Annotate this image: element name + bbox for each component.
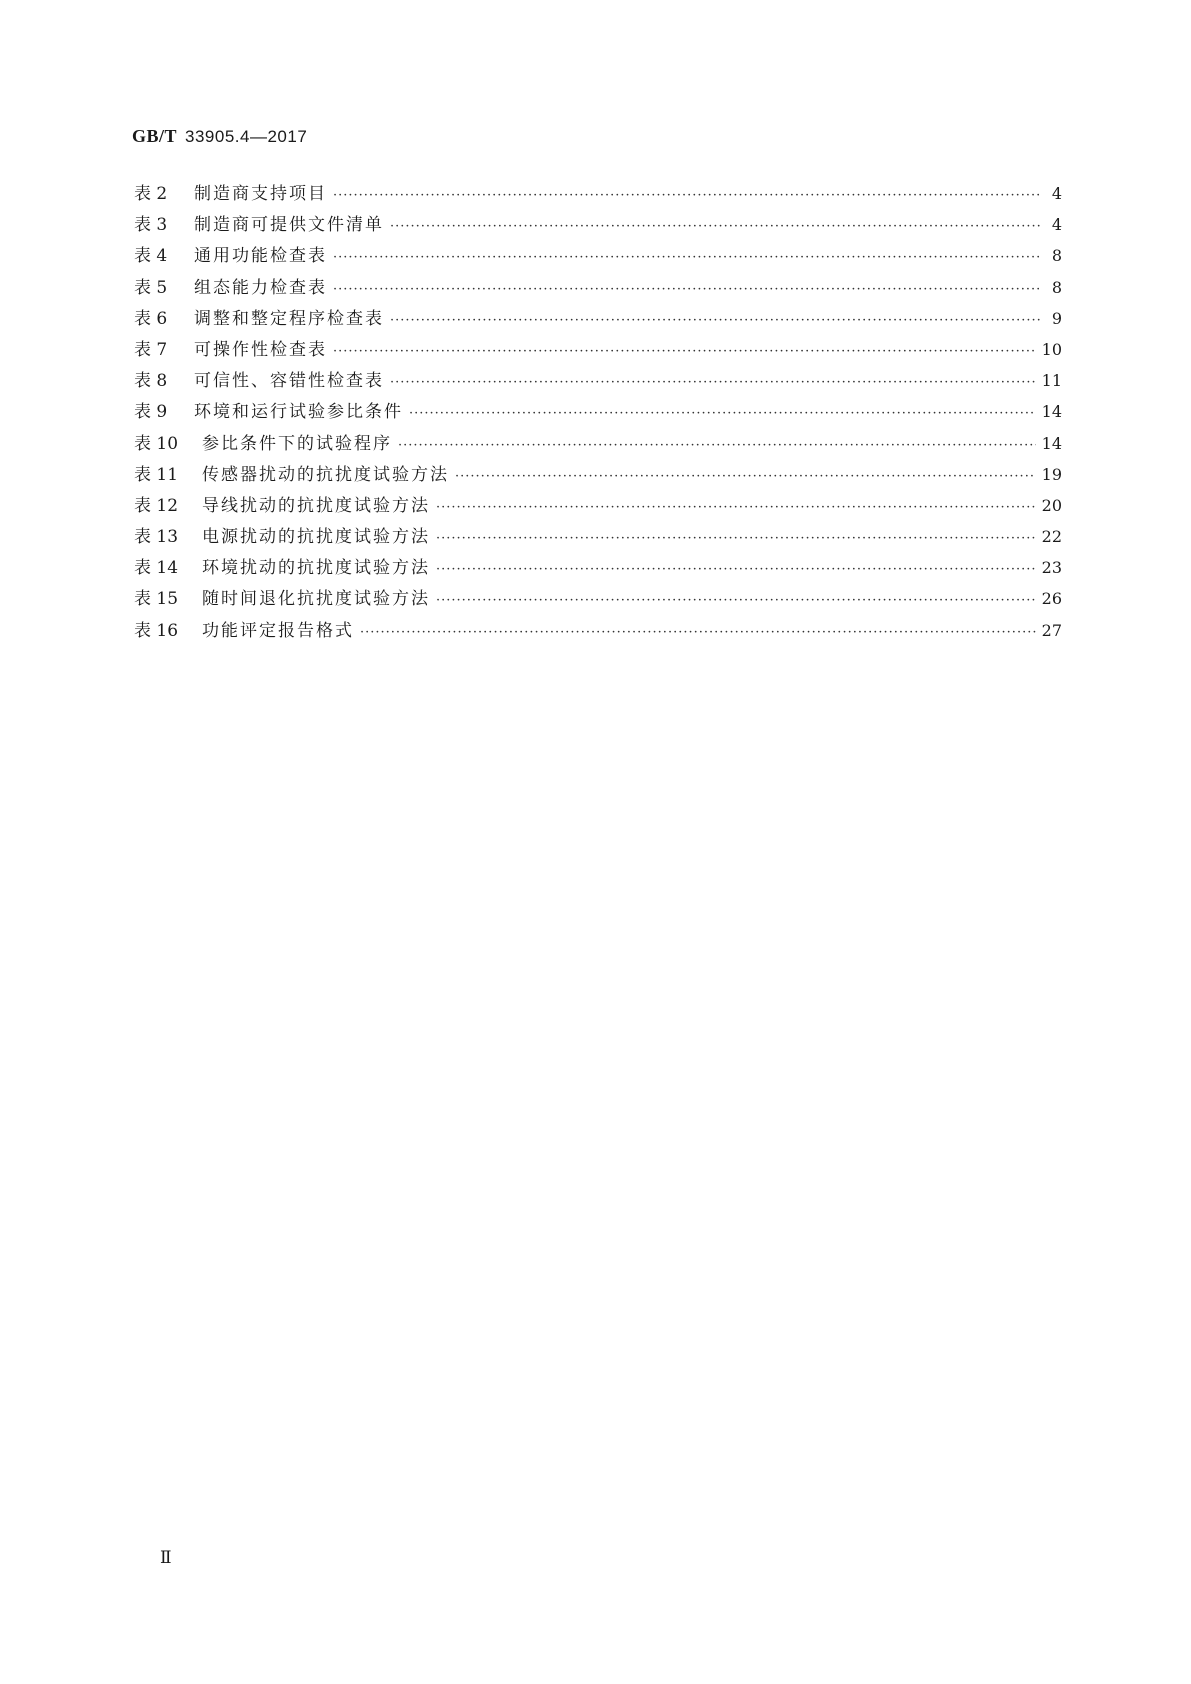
toc-entry-page: 4 — [1051, 215, 1062, 235]
toc-entry-title: 制造商可提供文件清单 — [194, 215, 384, 236]
toc-entry-number: 表 10 — [134, 433, 179, 454]
toc-entry-title: 参比条件下的试验程序 — [202, 433, 392, 454]
toc-entry-number: 表 6 — [134, 308, 168, 329]
toc-entry-number: 表 9 — [134, 402, 168, 423]
toc-entry-title: 可操作性检查表 — [194, 339, 327, 360]
toc-entry[interactable] — [134, 335, 1062, 366]
toc-entry-page: 8 — [1051, 277, 1062, 297]
toc-entry-page: 4 — [1051, 184, 1062, 203]
toc-entry[interactable] — [134, 429, 1062, 460]
toc-entry[interactable] — [134, 366, 1062, 397]
toc-entry-title: 可信性、容错性检查表 — [194, 371, 384, 392]
toc-leader-dots — [434, 531, 1036, 546]
toc-leader-dots — [434, 500, 1036, 515]
toc-entry-title: 组态能力检查表 — [194, 277, 327, 298]
toc-entry-number: 表 5 — [134, 277, 168, 298]
toc-entry[interactable] — [134, 460, 1062, 491]
toc-entry-number: 表 14 — [134, 558, 179, 579]
toc-entry[interactable] — [134, 553, 1062, 584]
toc-entry-page: 27 — [1041, 620, 1062, 640]
toc-leader-dots — [388, 219, 1042, 234]
toc-entry[interactable] — [134, 616, 1062, 647]
toc-entry-page: 11 — [1041, 371, 1062, 391]
toc-leader-dots — [331, 188, 1042, 203]
toc-entry-page: 23 — [1041, 558, 1062, 578]
toc-entry-number: 表 2 — [134, 184, 168, 204]
page-number: Ⅱ — [160, 1548, 172, 1568]
toc-entry-number: 表 7 — [134, 339, 168, 360]
toc-entry[interactable] — [134, 273, 1062, 304]
standard-prefix: GB/T — [132, 126, 178, 146]
toc-leader-dots — [388, 375, 1036, 390]
toc-leader-dots — [434, 562, 1036, 577]
toc-entry-page: 9 — [1051, 308, 1062, 328]
toc-entry-number: 表 4 — [134, 246, 168, 267]
toc-entry-title: 制造商支持项目 — [194, 184, 327, 204]
toc-entry[interactable] — [134, 522, 1062, 553]
toc-entry-page: 14 — [1041, 433, 1062, 453]
toc-entry-number: 表 3 — [134, 215, 168, 236]
standard-header — [132, 126, 307, 147]
toc-entry[interactable] — [134, 304, 1062, 335]
toc-entry-page: 22 — [1041, 527, 1062, 547]
standard-number: 33905.4—2017 — [185, 127, 308, 146]
toc-leader-dots — [358, 625, 1036, 640]
toc-entry-page: 19 — [1041, 464, 1062, 484]
table-of-contents — [134, 179, 1062, 647]
toc-leader-dots — [331, 282, 1042, 297]
toc-entry-title: 环境和运行试验参比条件 — [194, 402, 403, 423]
toc-entry-number: 表 12 — [134, 495, 179, 516]
toc-entry-number: 表 16 — [134, 620, 179, 641]
toc-entry-title: 传感器扰动的抗扰度试验方法 — [202, 464, 449, 485]
toc-leader-dots — [331, 344, 1036, 359]
toc-leader-dots — [407, 406, 1036, 421]
toc-leader-dots — [453, 469, 1036, 484]
toc-entry-page: 8 — [1051, 246, 1062, 266]
toc-entry-title: 电源扰动的抗扰度试验方法 — [202, 527, 430, 548]
toc-entry-title: 调整和整定程序检查表 — [194, 308, 384, 329]
toc-entry-title: 随时间退化抗扰度试验方法 — [202, 589, 430, 610]
toc-entry-title: 通用功能检查表 — [194, 246, 327, 267]
toc-entry-title: 环境扰动的抗扰度试验方法 — [202, 558, 430, 579]
toc-entry-title: 功能评定报告格式 — [202, 620, 354, 641]
toc-entry-number: 表 13 — [134, 527, 179, 548]
toc-leader-dots — [396, 438, 1036, 453]
toc-entry-number: 表 8 — [134, 371, 168, 392]
toc-entry[interactable] — [134, 179, 1062, 210]
toc-entry-page: 20 — [1041, 495, 1062, 515]
toc-entry[interactable] — [134, 491, 1062, 522]
toc-entry-page: 14 — [1041, 402, 1062, 422]
toc-entry[interactable] — [134, 584, 1062, 615]
toc-leader-dots — [388, 313, 1042, 328]
toc-entry-number: 表 15 — [134, 589, 179, 610]
toc-entry-page: 26 — [1041, 589, 1062, 609]
toc-entry-page: 10 — [1041, 339, 1062, 359]
toc-entry[interactable] — [134, 241, 1062, 272]
toc-entry-title: 导线扰动的抗扰度试验方法 — [202, 495, 430, 516]
toc-entry-number: 表 11 — [134, 464, 179, 485]
toc-entry[interactable] — [134, 397, 1062, 428]
toc-leader-dots — [434, 593, 1036, 608]
toc-leader-dots — [331, 250, 1042, 265]
toc-entry[interactable] — [134, 210, 1062, 241]
